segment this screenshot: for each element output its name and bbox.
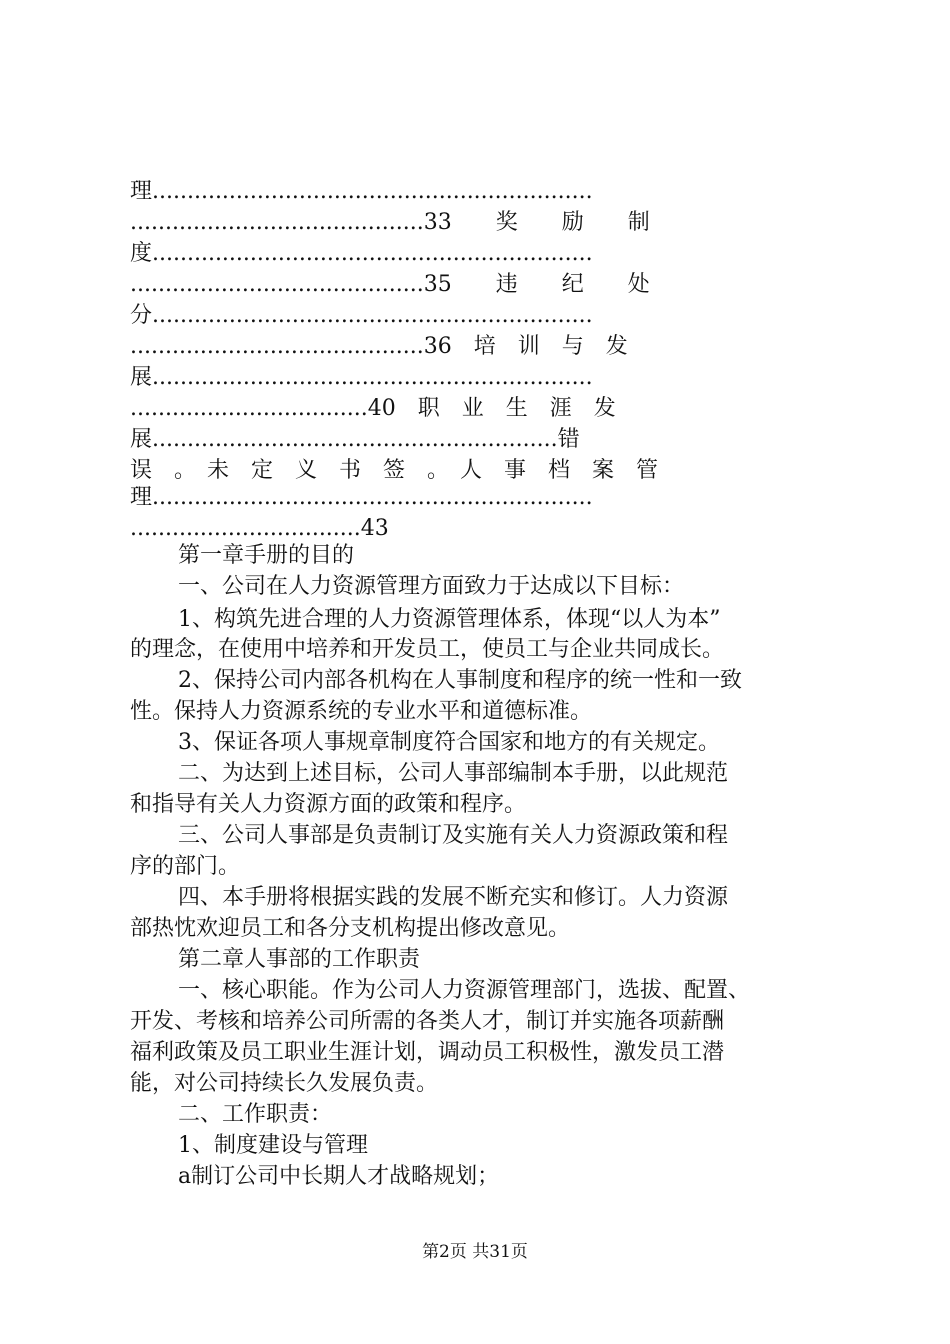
toc-line: 展..........................................................错 [130,427,580,452]
toc-line: 展............................................................... [130,365,593,390]
toc-line: 度............................................................... [130,241,593,266]
paragraph-continuation: 开发、考核和培养公司所需的各类人才，制订并实施各项薪酬 [130,1009,725,1034]
paragraph: 2、保持公司内部各机构在人事制度和程序的统一性和一致 [178,668,742,693]
page-footer: 第2页 共31页 [422,1242,528,1262]
toc-line: 理............................................................... [130,485,593,510]
paragraph: 三、公司人事部是负责制订及实施有关人力资源政策和程 [178,823,729,848]
paragraph-continuation: 的理念，在使用中培养和开发员工，使员工与企业共同成长。 [130,637,725,662]
paragraph: 二、工作职责： [178,1102,333,1127]
paragraph: a制订公司中长期人才战略规划； [178,1164,500,1189]
toc-line: 误 。 未 定 义 书 签 。 人 事 档 案 管 [130,458,659,483]
chapter-heading: 第二章人事部的工作职责 [178,947,421,972]
toc-line: 分............................................................... [130,303,593,328]
paragraph: 二、为达到上述目标，公司人事部编制本手册，以此规范 [178,761,729,786]
paragraph: 1、构筑先进合理的人力资源管理体系，体现“以人为本” [178,607,721,632]
paragraph-continuation: 福利政策及员工职业生涯计划，调动员工积极性，激发员工潜 [130,1040,725,1065]
paragraph-continuation: 部热忱欢迎员工和各分支机构提出修改意见。 [130,916,571,941]
paragraph-continuation: 性。保持人力资源系统的专业水平和道德标准。 [130,699,593,724]
paragraph: 1、制度建设与管理 [178,1133,368,1158]
toc-line: .................................43 [130,516,389,541]
paragraph-continuation: 能，对公司持续长久发展负责。 [130,1071,439,1096]
toc-line: ..........................................35 违 纪 处 [130,272,650,297]
paragraph: 四、本手册将根据实践的发展不断充实和修订。人力资源 [178,885,729,910]
toc-line: ..........................................33 奖 励 制 [130,210,650,235]
toc-line: ..................................40 职 业 生 涯 发 [130,396,616,421]
toc-line: 理............................................................... [130,179,593,204]
paragraph-continuation: 和指导有关人力资源方面的政策和程序。 [130,792,527,817]
paragraph: 3、保证各项人事规章制度符合国家和地方的有关规定。 [178,730,720,755]
chapter-heading: 第一章手册的目的 [178,543,355,568]
paragraph-continuation: 序的部门。 [130,854,241,879]
paragraph: 一、核心职能。作为公司人力资源管理部门，选拔、配置、 [178,978,751,1003]
toc-line: ..........................................36 培 训 与 发 [130,334,628,359]
paragraph: 一、公司在人力资源管理方面致力于达成以下目标： [178,574,685,599]
